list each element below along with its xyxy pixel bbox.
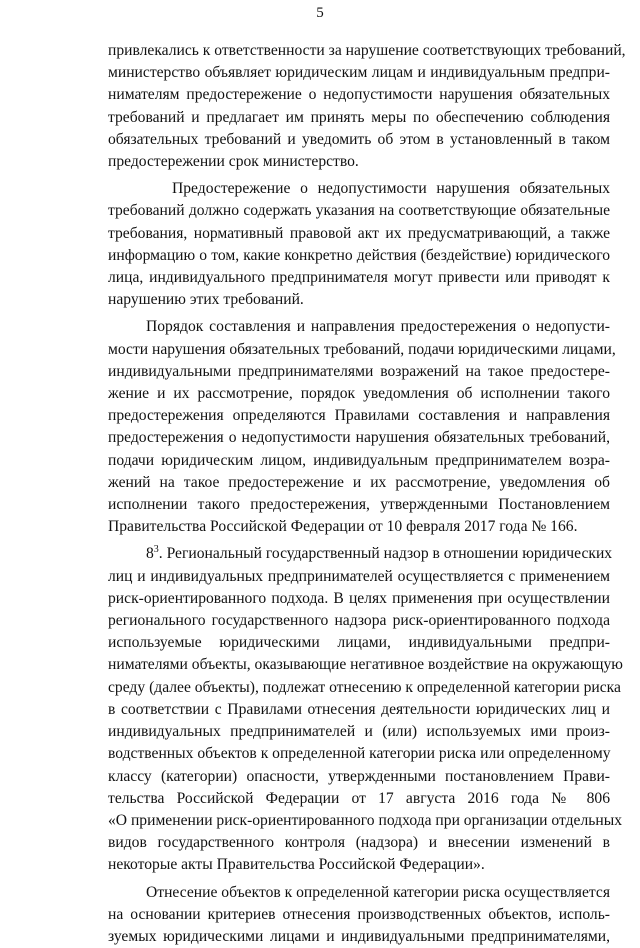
text-line: классу (категории) опасности, утвержденными постановлением Прави-: [108, 767, 610, 785]
text-line: жение и их рассмотрение, порядок уведомления об исполнении такого: [108, 385, 610, 403]
text-line: Предостережение о недопустимости нарушения обязательных: [172, 180, 610, 198]
text-line: министерство объявляет юридическим лицам и индивидуальным предпри-: [108, 64, 610, 82]
text-line: «О применении риск-ориентированного подхода при организации отдельных: [108, 811, 622, 829]
text-line: требований должно содержать указания на соответствующие обязательные: [108, 202, 610, 220]
text-line: жений на такое предостережение и их рассмотрение, уведомления об: [108, 473, 610, 491]
text-line: лица, индивидуального предпринимателя могут привести или приводят к: [108, 269, 610, 287]
text-line: индивидуальных предпринимателей и (или) используемых ими произ-: [108, 723, 610, 741]
document-body: [108, 40, 626, 948]
text-line: лиц и индивидуальных предпринимателей осуществляется с применением: [108, 567, 610, 585]
text-line: тельства Российской Федерации от 17 августа 2016 года № 806: [108, 789, 610, 807]
text-line: предостережения о недопустимости нарушения обязательных требований,: [108, 429, 610, 447]
paragraph-1: [108, 40, 626, 173]
text-line: Правительства Российской Федерации от 10 февраля 2017 года № 166.: [108, 518, 578, 536]
text-line: используемые юридическими лицами, индивидуальными предпри-: [108, 634, 610, 652]
text-line: предостережения определяются Правилами составления и направления: [108, 407, 610, 425]
text-line: Отнесение объектов к определенной категории риска осуществляется: [146, 883, 610, 901]
section-number: 8: [146, 545, 154, 563]
text-line: предостережении срок министерство.: [108, 153, 359, 171]
text-line: обязательных требований и уведомить об этом в установленный в таком: [108, 130, 610, 148]
paragraph-section-8-3: [108, 543, 623, 876]
text-line: зуемых юридическими лицами и индивидуальными предпринимателями,: [108, 927, 610, 945]
text-line: водственных объектов к определенной категории риска или определенному: [108, 745, 611, 763]
text-line: нимателями объекты, оказывающие негативное воздействие на окружающую: [108, 656, 623, 674]
text-line: привлекались к ответственности за нарушение соответствующих требований,: [108, 42, 626, 59]
text-line: мости нарушения обязательных требований, подачи юридическими лицами,: [108, 340, 616, 358]
section-text: . Региональный государственный надзор в отношении юридических: [158, 545, 613, 563]
text-line: среду (далее объекты), подлежат отнесению к определенной категории риска: [108, 678, 621, 696]
page-number: 5: [316, 5, 324, 21]
text-line: [108, 543, 613, 565]
text-line: нимателям предостережение о недопустимости нарушения обязательных: [108, 86, 610, 104]
paragraph-5: [108, 882, 610, 948]
text-line: исполнении такого предостережения, утвержденными Постановлением: [108, 496, 610, 514]
text-line: требований и предлагает им принять меры по обеспечению соблюдения: [108, 108, 610, 126]
text-line: риск-ориентированного подхода. В целях применения при осуществлении: [108, 589, 610, 607]
text-line: некоторые акты Правительства Российской Федерации».: [108, 856, 485, 874]
text-line: нарушению этих требований.: [108, 291, 304, 309]
text-line: регионального государственного надзора риск-ориентированного подхода: [108, 612, 610, 630]
text-line: требования, нормативный правовой акт их предусматривающий, а также: [108, 224, 610, 242]
text-line: видов государственного контроля (надзора) и внесении изменений в: [108, 834, 610, 852]
paragraph-2: [108, 178, 610, 311]
text-line: Порядок составления и направления предостережения о недопусти-: [146, 318, 610, 336]
text-line: на основании критериев отнесения производственных объектов, исполь-: [108, 905, 610, 923]
text-line: в соответствии с Правилами отнесения деятельности юридических лиц и: [108, 700, 610, 718]
text-line: индивидуальными предпринимателями возражений на такое предостере-: [108, 362, 610, 380]
text-line: информацию о том, какие конкретно действия (бездействие) юридического: [108, 246, 610, 264]
text-line: подачи юридическим лицом, индивидуальным предпринимателем возра-: [108, 451, 610, 469]
section-superscript: 3: [153, 544, 159, 556]
paragraph-3: [108, 316, 616, 538]
